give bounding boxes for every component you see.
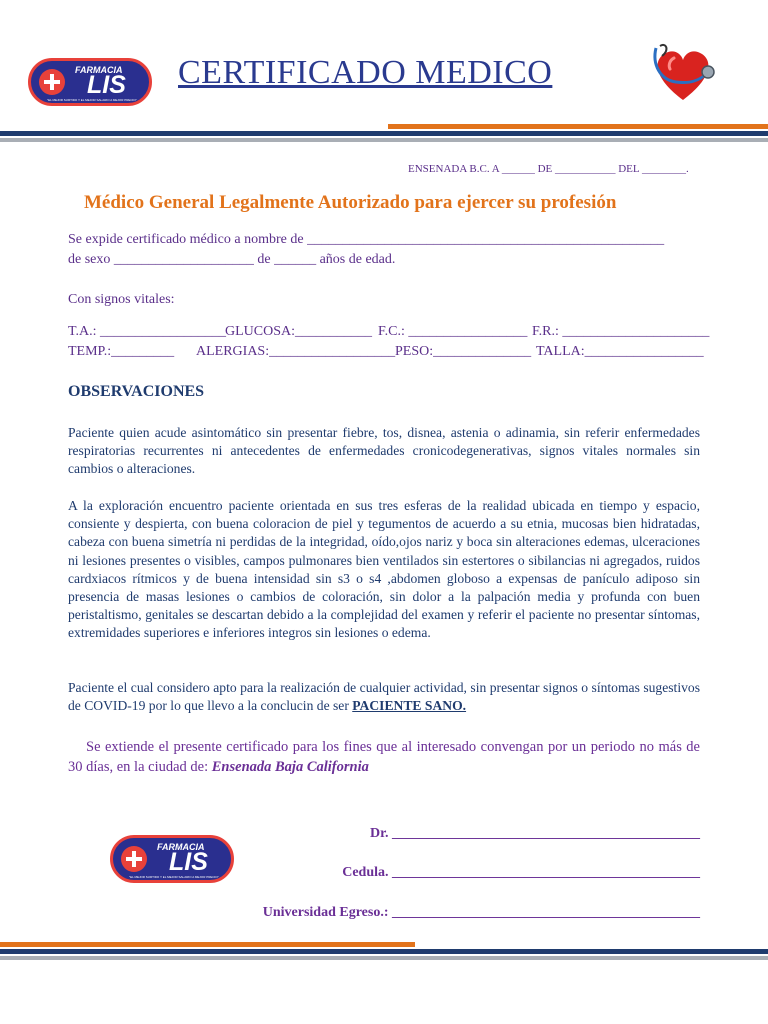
header-band-gray <box>0 138 768 142</box>
field-peso: PESO:______________ <box>395 344 532 359</box>
field-fr: F.R.: _____________________ <box>532 324 710 339</box>
observation-paragraph-1: Paciente quien acude asintomático sin presentar fiebre, tos, disnea, astenia o adinamia, sin referir enfermedades respiratorias recurrentes ni antecedentes de enfermedades cronicodegenerativas, signos vitales normales sin cambios o alteraciones. <box>68 425 700 477</box>
paciente-sano-label: PACIENTE SANO. <box>352 698 467 714</box>
farmacia-lis-logo <box>28 58 152 106</box>
plus-icon <box>121 846 147 872</box>
logo-tagline: "EL MEJOR SURTIDO Y EL MEJOR SALARIO A MEJOR PRECIO" <box>47 98 137 102</box>
field-fc: F.C.: _________________ <box>378 324 528 339</box>
observation-paragraph-2: A la exploración encuentro paciente orientada en sus tres esferas de la realidad ubicada en tiempo y espacio, consiente y despierta, con buena coloracion de piel y tegumentos de acuerdo a su etnia, mucosas bien hidratadas, cabeza con buena simetría ni perdidas de la integridad, oído,ojos nariz y boca sin alteraciones edemas, ulceraciones ni lesiones presentes o visibles, campos pulmonares bien ventilados sin estertores o sibilancias ni agregados, ruidos cardxiacos rítmicos y de buena intensidad sin s3 o s4 ,abdomen globoso a expensas de panículo adiposo sin presencia de masas lesiones o cambios de coloración, sin dolor a la palpación media y profunda con buen peristaltismo, genitales se descartan debido a la complejidad del examen y referir el paciente no presentar síntomas, extremidades superiores e inferiores integros sin lesiones o edema. <box>68 498 700 641</box>
footer-band-gray <box>0 956 768 960</box>
page-title: CERTIFICADO MEDICO <box>178 54 553 91</box>
field-ta: T.A.: __________________ <box>68 324 227 339</box>
field-alergias: ALERGIAS:__________________ <box>196 344 396 359</box>
field-temp: TEMP.:_________ <box>68 344 175 359</box>
field-glucosa: GLUCOSA:___________ <box>225 324 373 339</box>
field-talla: TALLA:_________________ <box>536 344 704 359</box>
subtitle: Médico General Legalmente Autorizado para ejercer su profesión <box>84 192 617 213</box>
observation-paragraph-3 <box>68 679 700 715</box>
cedula-line: Cedula. ____________________________________________ <box>342 865 700 880</box>
plus-icon <box>39 69 65 95</box>
observations-heading: OBSERVACIONES <box>68 383 205 400</box>
sex-age-line: de sexo ____________________ de ______ años de edad. <box>68 252 396 267</box>
logo-brand-small: FARMACIA <box>157 842 205 852</box>
heart-stethoscope-icon <box>646 40 720 104</box>
logo-tagline: "EL MEJOR SURTIDO Y EL MEJOR SALARIO A MEJOR PRECIO" <box>129 875 219 879</box>
doctor-signature-line: Dr. ____________________________________________ <box>369 826 700 841</box>
patient-name-line: Se expide certificado médico a nombre de ___________________________________________________ <box>68 232 665 247</box>
validity-text: Se extiende el presente certificado para los fines que al interesado convengan por un periodo no más de 30 días, en la ciudad de: <box>68 739 700 775</box>
footer-band-orange <box>0 942 415 947</box>
farmacia-lis-logo-footer <box>110 835 234 883</box>
logo-brand-small: FARMACIA <box>75 65 123 75</box>
observation-paragraph-3-text: Paciente el cual considero apto para la realización de cualquier actividad, sin presentar signos o síntomas sugestivos de COVID-19 por lo que llevo a la conclucin de ser <box>68 680 700 714</box>
header-band-navy <box>0 131 768 136</box>
vitals-label: Con signos vitales: <box>68 292 175 307</box>
city-name: Ensenada Baja California <box>211 759 369 775</box>
header-band-orange <box>388 124 768 129</box>
validity-statement <box>68 737 700 777</box>
logo-brand-big: LIS <box>87 71 126 99</box>
logo-brand-big: LIS <box>169 848 208 876</box>
footer-band-navy <box>0 949 768 954</box>
date-line: ENSENADA B.C. A ______ DE ___________ DEL ________. <box>408 163 689 175</box>
university-line: Universidad Egreso.: ____________________________________________ <box>262 905 700 920</box>
